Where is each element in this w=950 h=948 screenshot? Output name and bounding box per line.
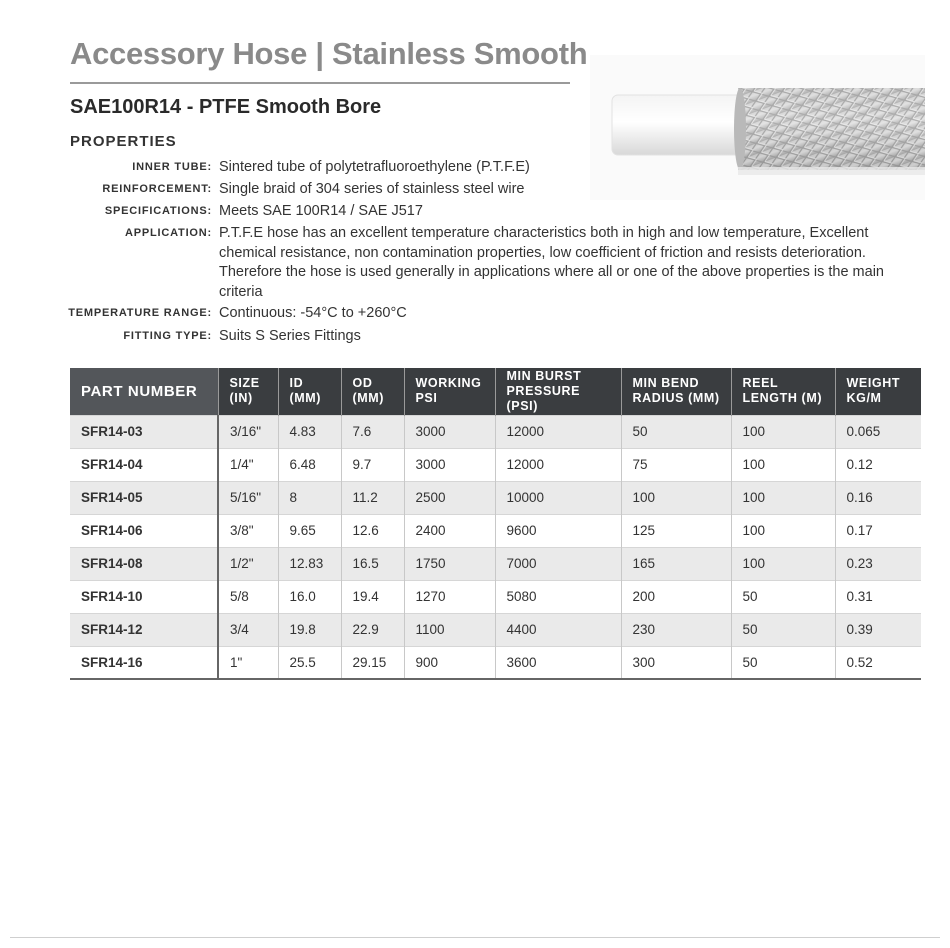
property-value: Suits S Series Fittings: [219, 328, 361, 344]
table-cell: 5080: [495, 580, 621, 613]
table-row: [70, 481, 921, 514]
footer-divider: [10, 937, 940, 938]
table-cell: 300: [621, 646, 731, 679]
title-underline: [70, 82, 570, 84]
table-row: [70, 547, 921, 580]
table-cell: 7.6: [341, 415, 404, 448]
table-cell: 4400: [495, 613, 621, 646]
table-cell: 1270: [404, 580, 495, 613]
table-cell: 100: [731, 448, 835, 481]
table-cell: 3/16": [218, 415, 278, 448]
property-value: Meets SAE 100R14 / SAE J517: [219, 203, 423, 219]
column-header: SIZE (IN): [218, 368, 278, 415]
table-cell: 4.83: [278, 415, 341, 448]
part-number-cell: SFR14-04: [70, 448, 218, 481]
table-cell: 100: [731, 547, 835, 580]
part-number-cell: SFR14-05: [70, 481, 218, 514]
table-cell: 1/2": [218, 547, 278, 580]
table-cell: 100: [731, 481, 835, 514]
table-cell: 6.48: [278, 448, 341, 481]
table-cell: 50: [621, 415, 731, 448]
table-row: [70, 448, 921, 481]
table-cell: 10000: [495, 481, 621, 514]
table-cell: 22.9: [341, 613, 404, 646]
properties-heading: PROPERTIES: [70, 133, 177, 150]
page-title: Accessory Hose | Stainless Smooth: [70, 36, 588, 71]
property-label: TEMPERATURE RANGE:: [68, 307, 212, 319]
table-cell: 900: [404, 646, 495, 679]
table-cell: 1/4": [218, 448, 278, 481]
property-value: Sintered tube of polytetrafluoroethylene (P.T.F.E): [219, 159, 530, 175]
table-cell: 9.7: [341, 448, 404, 481]
table-row: [70, 613, 921, 646]
table-cell: 25.5: [278, 646, 341, 679]
table-cell: 0.12: [835, 448, 921, 481]
table-cell: 1100: [404, 613, 495, 646]
specifications-table: [70, 368, 921, 680]
table-cell: 16.5: [341, 547, 404, 580]
table-cell: 100: [621, 481, 731, 514]
part-number-cell: SFR14-03: [70, 415, 218, 448]
table-cell: 200: [621, 580, 731, 613]
property-label: SPECIFICATIONS:: [104, 205, 212, 217]
table-cell: 12.83: [278, 547, 341, 580]
table-row: [70, 514, 921, 547]
table-cell: 16.0: [278, 580, 341, 613]
table-cell: 50: [731, 613, 835, 646]
table-row: [70, 580, 921, 613]
table-cell: 0.16: [835, 481, 921, 514]
table-cell: 29.15: [341, 646, 404, 679]
property-value: Continuous: -54°C to +260°C: [219, 305, 407, 321]
table-cell: 7000: [495, 547, 621, 580]
column-header: OD (MM): [341, 368, 404, 415]
table-cell: 0.23: [835, 547, 921, 580]
hose-image: [590, 55, 925, 200]
part-number-cell: SFR14-08: [70, 547, 218, 580]
table-cell: 2400: [404, 514, 495, 547]
table-cell: 3000: [404, 448, 495, 481]
part-number-cell: SFR14-06: [70, 514, 218, 547]
table-cell: 165: [621, 547, 731, 580]
property-value: Single braid of 304 series of stainless steel wire: [219, 181, 525, 197]
property-label: APPLICATION:: [124, 227, 212, 239]
table-cell: 19.4: [341, 580, 404, 613]
table-cell: 12000: [495, 448, 621, 481]
table-cell: 5/16": [218, 481, 278, 514]
table-cell: 19.8: [278, 613, 341, 646]
table-header-row: [70, 368, 921, 415]
table-cell: 12.6: [341, 514, 404, 547]
table-cell: 12000: [495, 415, 621, 448]
column-header: WORKING PSI: [404, 368, 495, 415]
column-header: REEL LENGTH (M): [731, 368, 835, 415]
table-cell: 0.065: [835, 415, 921, 448]
table-cell: 0.52: [835, 646, 921, 679]
table-cell: 100: [731, 415, 835, 448]
table-cell: 8: [278, 481, 341, 514]
table-cell: 1": [218, 646, 278, 679]
table-cell: 3000: [404, 415, 495, 448]
part-number-cell: SFR14-10: [70, 580, 218, 613]
table-cell: 0.39: [835, 613, 921, 646]
table-cell: 0.31: [835, 580, 921, 613]
table-cell: 100: [731, 514, 835, 547]
table-cell: 9600: [495, 514, 621, 547]
table-cell: 1750: [404, 547, 495, 580]
part-number-cell: SFR14-16: [70, 646, 218, 679]
product-subtitle: SAE100R14 - PTFE Smooth Bore: [70, 96, 382, 118]
table-cell: 75: [621, 448, 731, 481]
column-header: ID (MM): [278, 368, 341, 415]
table-body: [70, 415, 921, 679]
property-value: P.T.F.E hose has an excellent temperature characteristics both in high and low temperature, Excellent chemical resistance, non contamination properties, low coefficient of friction and resists deterioration. Therefore the hose is used generally in applications where all or one of the above properties is the main criteria: [219, 225, 884, 300]
property-label: FITTING TYPE:: [123, 330, 212, 342]
column-header: WEIGHT KG/M: [835, 368, 921, 415]
table-cell: 9.65: [278, 514, 341, 547]
table-cell: 5/8: [218, 580, 278, 613]
column-header: MIN BURST PRESSURE (PSI): [495, 368, 621, 415]
table-cell: 3600: [495, 646, 621, 679]
table-row: [70, 415, 921, 448]
part-number-cell: SFR14-12: [70, 613, 218, 646]
table-cell: 0.17: [835, 514, 921, 547]
column-header: PART NUMBER: [70, 368, 218, 415]
table-row: [70, 646, 921, 679]
table-cell: 50: [731, 646, 835, 679]
table-cell: 2500: [404, 481, 495, 514]
table-cell: 11.2: [341, 481, 404, 514]
table-cell: 3/8": [218, 514, 278, 547]
property-label: REINFORCEMENT:: [102, 183, 212, 195]
table-cell: 50: [731, 580, 835, 613]
table-cell: 125: [621, 514, 731, 547]
table-cell: 3/4: [218, 613, 278, 646]
table-cell: 230: [621, 613, 731, 646]
column-header: MIN BEND RADIUS (MM): [621, 368, 731, 415]
property-label: INNER TUBE:: [132, 161, 212, 173]
